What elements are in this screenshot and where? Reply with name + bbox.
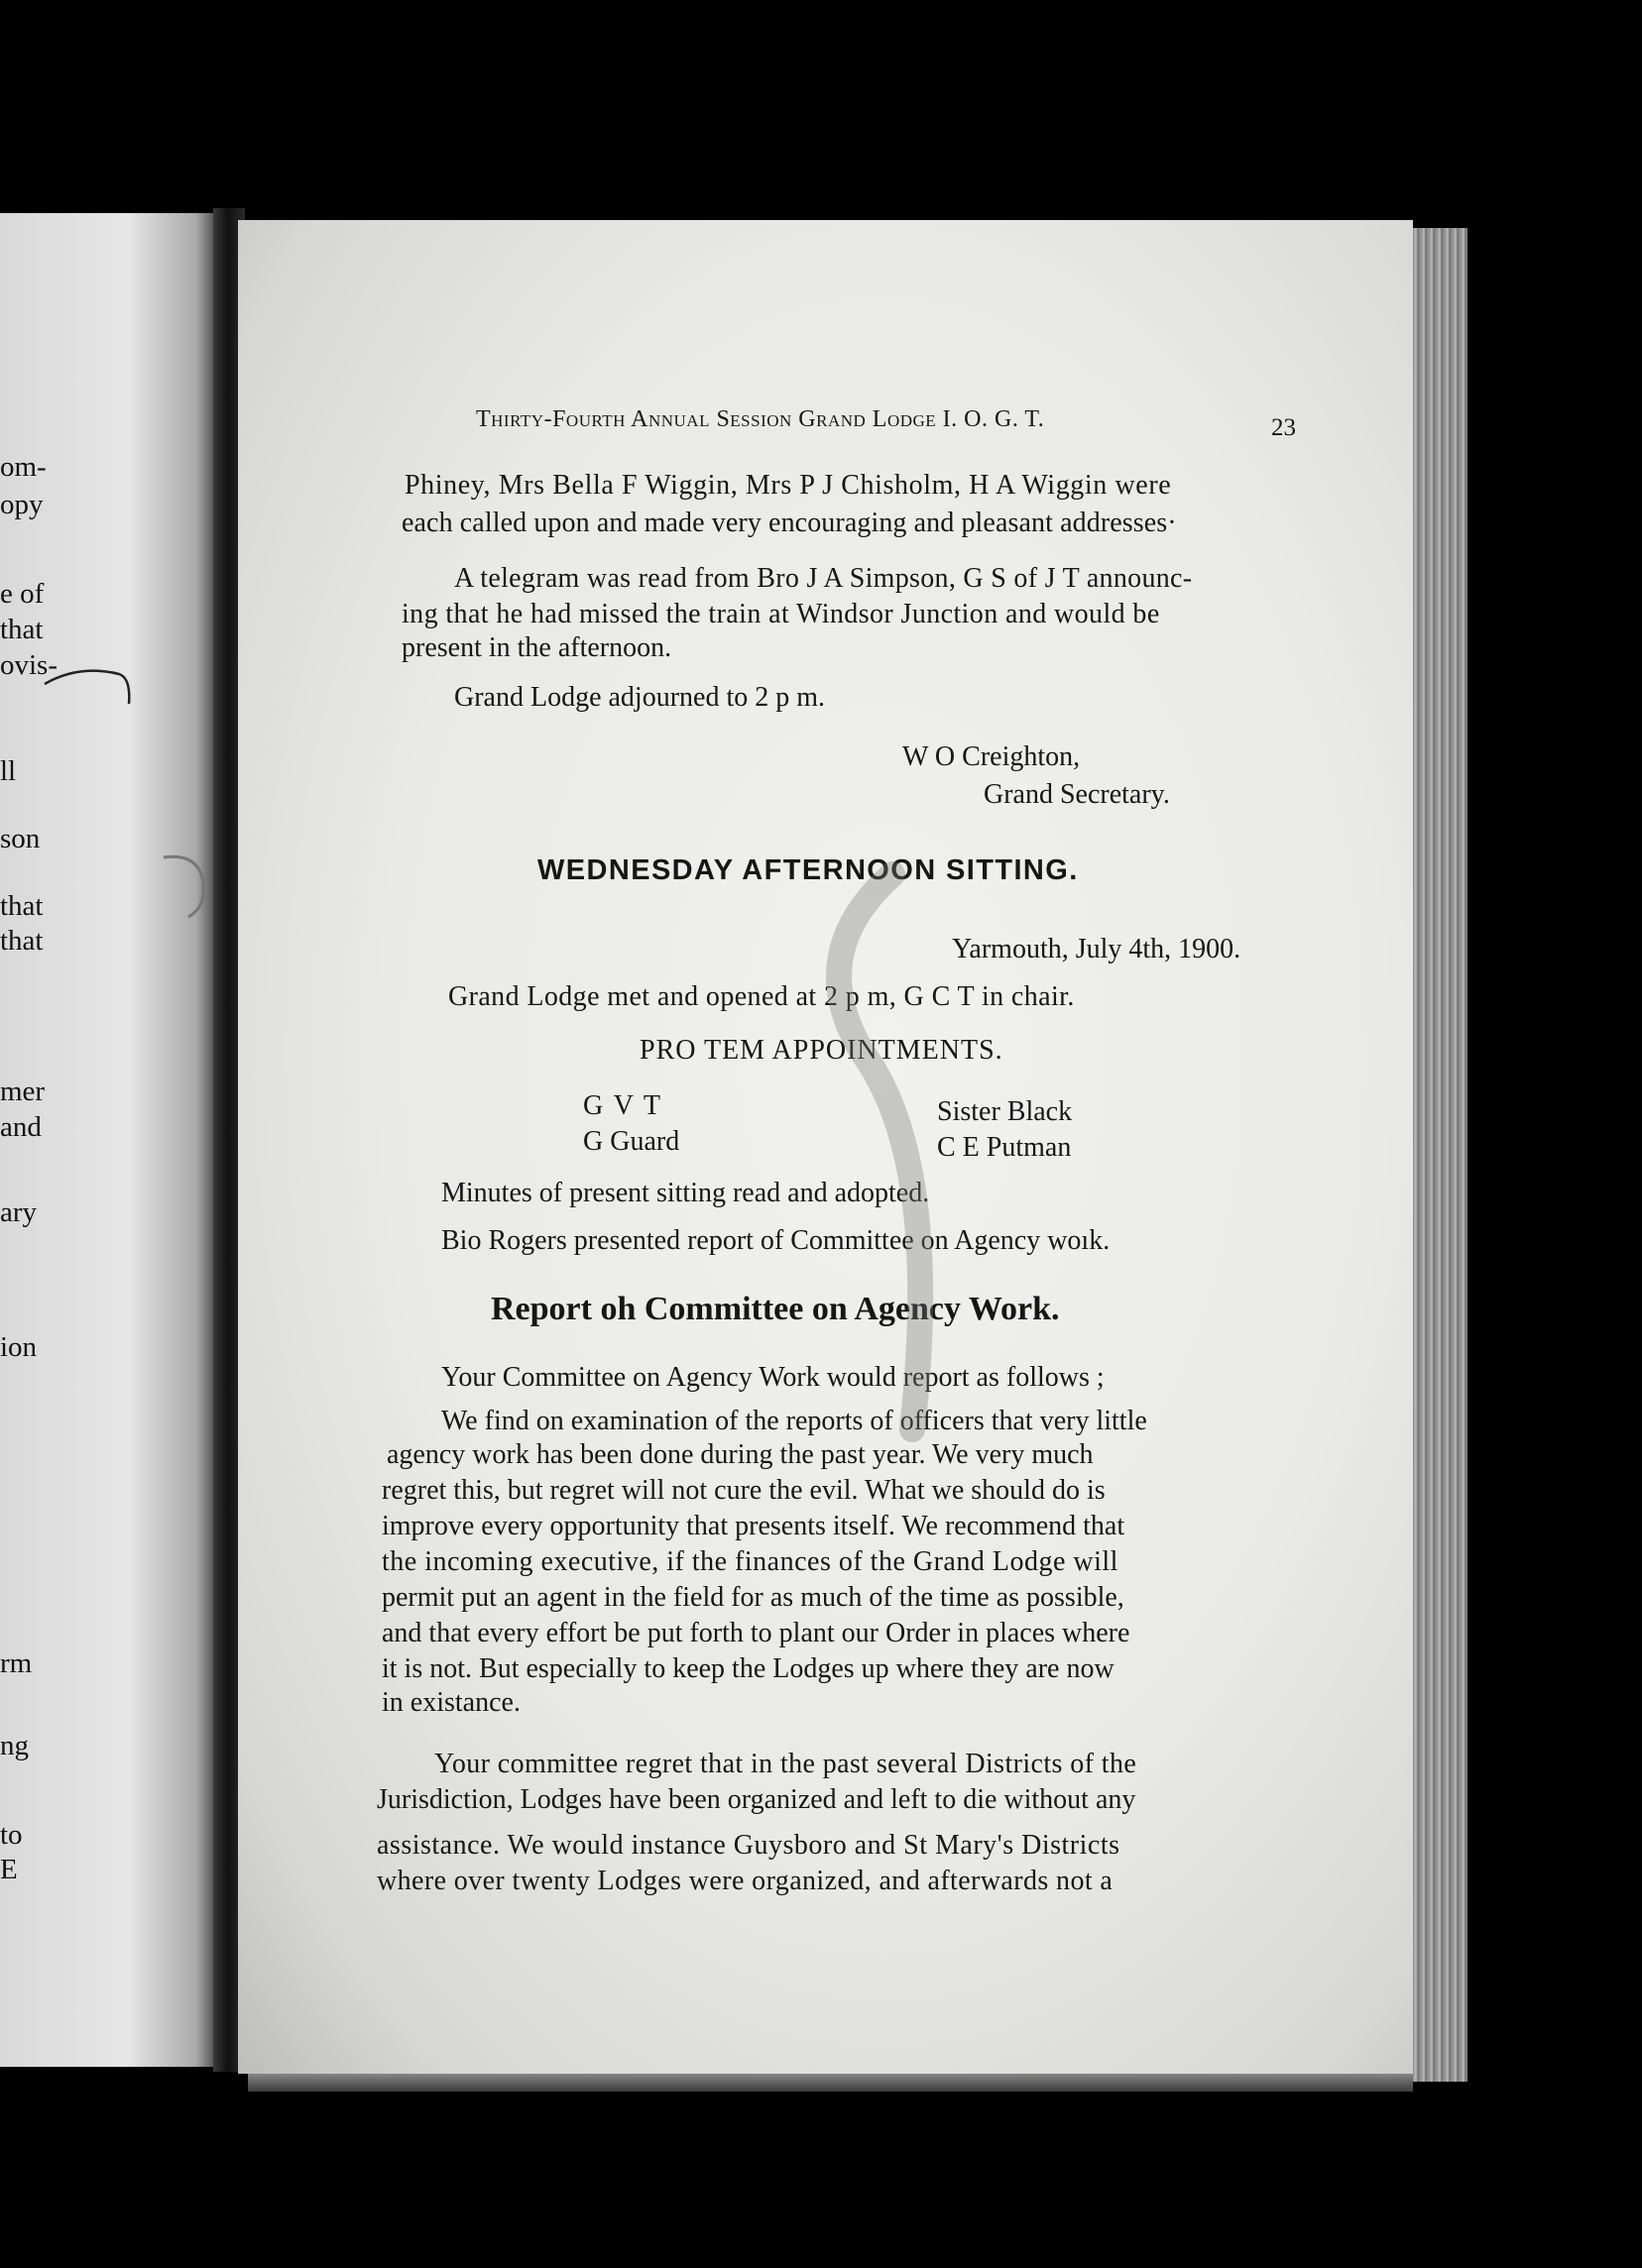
- report-line: it is not. But especially to keep the Lodges up where they are now: [382, 1653, 1114, 1684]
- appointment-office: G V T: [583, 1090, 663, 1121]
- appointment-name: Sister Black: [937, 1096, 1073, 1127]
- page-number: 23: [1271, 414, 1296, 441]
- left-page: [0, 213, 213, 2067]
- body-line: Grand Lodge adjourned to 2 p m.: [454, 682, 826, 713]
- report-line: We find on examination of the reports of officers that very little: [441, 1406, 1147, 1436]
- pencil-stroke-mark: [803, 835, 982, 1469]
- report-line: agency work has been done during the past year. We very much: [387, 1439, 1094, 1470]
- left-fragment: ion: [0, 1331, 38, 1363]
- minutes-line: Minutes of present sitting read and adopted.: [441, 1178, 930, 1208]
- signature-name: W O Creighton,: [902, 741, 1081, 772]
- report-line: Your committee regret that in the past several Districts of the: [434, 1749, 1137, 1779]
- left-fragment: that: [0, 890, 44, 922]
- report-line: regret this, but regret will not cure the evil. What we should do is: [382, 1475, 1106, 1506]
- report-line: improve every opportunity that presents itself. We recommend that: [382, 1511, 1125, 1541]
- report-line: and that every effort be put forth to plant our Order in places where: [382, 1618, 1130, 1648]
- body-line: Phiney, Mrs Bella F Wiggin, Mrs P J Chisholm, H A Wiggin were: [405, 470, 1172, 501]
- report-line: permit put an agent in the field for as much of the time as possible,: [382, 1582, 1124, 1613]
- opening-line: Grand Lodge met and opened at 2 p m, G C T in chair.: [448, 981, 1075, 1012]
- report-line: assistance. We would instance Guysboro and St Mary's Districts: [377, 1830, 1120, 1861]
- page-bottom-edge: [248, 2072, 1413, 2092]
- left-fragment: son: [0, 823, 41, 854]
- presented-line: Bio Rogers presented report of Committee on Agency woık.: [441, 1225, 1111, 1256]
- appointment-office: G Guard: [583, 1126, 680, 1157]
- appointments-heading: PRO TEM APPOINTMENTS.: [640, 1035, 1003, 1066]
- running-head: Thirty-Fourth Annual Session Grand Lodge I. O. G. T.: [476, 406, 1045, 432]
- left-fragment: ary: [0, 1196, 38, 1228]
- left-fragment: rm: [0, 1647, 33, 1679]
- sitting-heading: WEDNESDAY AFTERNOON SITTING.: [537, 854, 1079, 886]
- report-line: the incoming executive, if the finances of the Grand Lodge will: [382, 1546, 1118, 1577]
- pencil-curl-mark: [159, 848, 213, 927]
- left-fragment: that: [0, 614, 44, 645]
- report-heading: Report oh Committee on Agency Work.: [491, 1291, 1060, 1327]
- left-fragment: e of: [0, 578, 45, 610]
- left-fragment: and: [0, 1111, 42, 1143]
- report-line: Your Committee on Agency Work would report as follows ;: [441, 1362, 1105, 1393]
- left-fragment: that: [0, 925, 44, 957]
- body-line: ing that he had missed the train at Windsor Junction and would be: [402, 599, 1160, 629]
- body-line: present in the afternoon.: [402, 632, 672, 663]
- appointment-name: C E Putman: [937, 1132, 1072, 1163]
- body-line: each called upon and made very encouraging and pleasant addresses·: [402, 508, 1177, 538]
- signature-title: Grand Secretary.: [984, 779, 1170, 810]
- dateline: Yarmouth, July 4th, 1900.: [952, 934, 1241, 964]
- right-page: [238, 220, 1413, 2074]
- left-fragment: E: [0, 1854, 18, 1885]
- page-edges: [1413, 228, 1467, 2082]
- left-fragment: ll: [0, 755, 17, 787]
- left-fragment: opy: [0, 489, 44, 520]
- report-line: Jurisdiction, Lodges have been organized and left to die without any: [377, 1784, 1136, 1815]
- left-fragment: to: [0, 1819, 23, 1851]
- report-line: in existance.: [382, 1687, 521, 1718]
- pencil-bracket-mark: [40, 664, 139, 714]
- body-line: A telegram was read from Bro J A Simpson, G S of J T announc-: [454, 563, 1193, 594]
- left-fragment: ng: [0, 1730, 29, 1761]
- left-fragment: mer: [0, 1076, 46, 1107]
- left-fragment: ovis-: [0, 649, 58, 681]
- left-fragment: om-: [0, 451, 47, 483]
- report-line: where over twenty Lodges were organized, and afterwards not a: [377, 1866, 1114, 1896]
